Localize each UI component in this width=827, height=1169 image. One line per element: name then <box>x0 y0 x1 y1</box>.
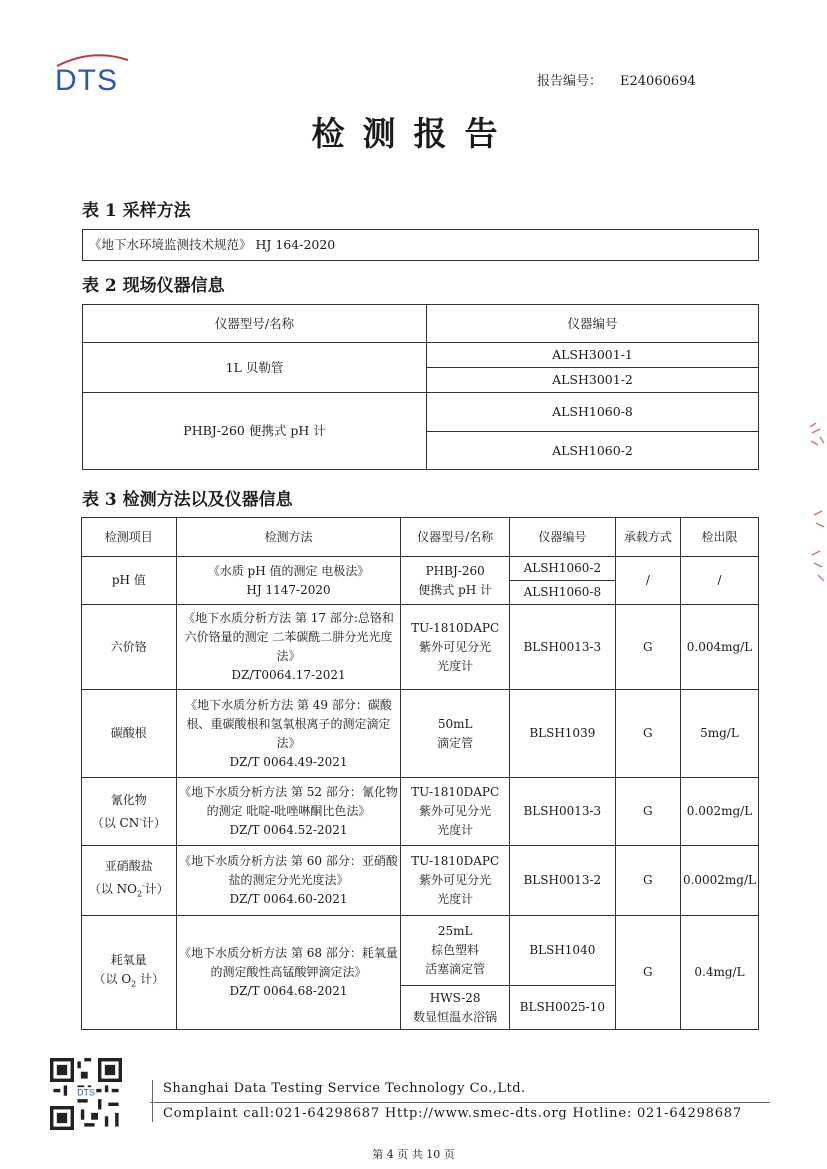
test-method-table <box>81 517 759 1030</box>
table-cell: G <box>615 916 680 1030</box>
table-cell: 亚硝酸盐 （以 $NO_2^-$计） <box>82 846 177 916</box>
table-cell: ALSH1060-8 <box>427 393 759 432</box>
table-cell: G <box>615 605 680 690</box>
seal-stamp-icon <box>806 415 826 595</box>
logo: DTS <box>55 64 118 97</box>
table3-heading: 表 3 检测方法以及仪器信息 <box>82 490 293 510</box>
table-cell: TU-1810DAPC 紫外可见分光 光度计 <box>401 605 510 690</box>
table-cell: 《地下水质分析方法 第 17 部分:总铬和六价铬量的测定 二苯碳酰二肼分光光度法》 DZ/T0064.17-2021 <box>176 605 401 690</box>
table-cell: BLSH1040 <box>509 916 615 986</box>
col-header: 检测项目 <box>82 518 177 557</box>
table-cell: 0.002mg/L <box>680 778 758 846</box>
table-cell: 1L 贝勒管 <box>83 343 427 393</box>
table-cell: 六价铬 <box>82 605 177 690</box>
table-cell: 50mL 滴定管 <box>401 690 510 778</box>
table-cell: ALSH1060-2 <box>427 432 759 470</box>
sampling-method: 《地下水环境监测技术规范》 HJ 164-2020 <box>83 230 759 261</box>
table-cell: BLSH1039 <box>509 690 615 778</box>
table-cell: BLSH0013-3 <box>509 605 615 690</box>
table-cell: 0.004mg/L <box>680 605 758 690</box>
qr-code-icon <box>50 1058 122 1130</box>
col-header: 仪器型号/名称 <box>83 305 427 343</box>
col-header: 检出限 <box>680 518 758 557</box>
table-cell: 《地下水质分析方法 第 60 部分：亚硝酸盐的测定分光光度法》 DZ/T 0064.60-2021 <box>176 846 401 916</box>
table-cell: 《水质 pH 值的测定 电极法》 HJ 1147-2020 <box>176 557 401 605</box>
table-cell: 《地下水质分析方法 第 52 部分：氰化物的测定 吡啶-吡唑啉酮比色法》 DZ/T 0064.52-2021 <box>176 778 401 846</box>
table-cell: / <box>680 557 758 605</box>
table-cell: 耗氧量 （以 $O_2$ 计） <box>82 916 177 1030</box>
table-cell: 0.4mg/L <box>680 916 758 1030</box>
table-cell: 《地下水质分析方法 第 68 部分：耗氧量的测定酸性高锰酸钾滴定法》 DZ/T 0064.68-2021 <box>176 916 401 1030</box>
table-cell: PHBJ-260 便携式 pH 计 <box>401 557 510 605</box>
company-name: Shanghai Data Testing Service Technology Co.,Ltd. <box>163 1081 526 1096</box>
svg-text:DTS: DTS <box>77 1087 95 1098</box>
col-header: 仪器型号/名称 <box>401 518 510 557</box>
table-cell: ALSH1060-2 <box>509 557 615 581</box>
table-cell: ALSH3001-1 <box>427 343 759 368</box>
footer-divider <box>152 1080 153 1122</box>
table-cell: 0.0002mg/L <box>680 846 758 916</box>
table-cell: pH 值 <box>82 557 177 605</box>
table-cell: 25mL 棕色塑料 活塞滴定管 <box>401 916 510 986</box>
table-cell: G <box>615 778 680 846</box>
table2-heading: 表 2 现场仪器信息 <box>82 276 225 296</box>
table-cell: 《地下水质分析方法 第 49 部分：碳酸根、重碳酸根和氢氧根离子的测定滴定法》 DZ/T 0064.49-2021 <box>176 690 401 778</box>
table-cell: PHBJ-260 便携式 pH 计 <box>83 393 427 470</box>
contact-info: Complaint call:021-64298687 Http://www.smec-dts.org Hotline: 021-64298687 <box>163 1106 742 1121</box>
table-cell: / <box>615 557 680 605</box>
sampling-method-table <box>82 229 759 261</box>
table1-heading: 表 1 采样方法 <box>82 201 191 221</box>
table-cell: G <box>615 846 680 916</box>
table-cell: TU-1810DAPC 紫外可见分光 光度计 <box>401 778 510 846</box>
col-header: 仪器编号 <box>509 518 615 557</box>
table-cell: ALSH3001-2 <box>427 368 759 393</box>
field-instrument-table <box>82 304 759 470</box>
table-cell: 氰化物 （以 CN-计） <box>82 778 177 846</box>
table-cell: BLSH0013-3 <box>509 778 615 846</box>
table-cell: ALSH1060-8 <box>509 581 615 605</box>
table-cell: G <box>615 690 680 778</box>
col-header: 仪器编号 <box>427 305 759 343</box>
col-header: 承载方式 <box>615 518 680 557</box>
table-cell: BLSH0013-2 <box>509 846 615 916</box>
footer-rule <box>150 1102 770 1103</box>
table-cell: TU-1810DAPC 紫外可见分光 光度计 <box>401 846 510 916</box>
table-cell: HWS-28 数显恒温水浴锅 <box>401 986 510 1030</box>
col-header: 检测方法 <box>176 518 401 557</box>
page-title: 检测报告 <box>311 114 516 153</box>
report-number: 报告编号： E24060694 <box>537 74 696 89</box>
page-number: 第 4 页 共 10 页 <box>372 1148 455 1161</box>
table-cell: 碳酸根 <box>82 690 177 778</box>
table-cell: 5mg/L <box>680 690 758 778</box>
table-cell: BLSH0025-10 <box>509 986 615 1030</box>
